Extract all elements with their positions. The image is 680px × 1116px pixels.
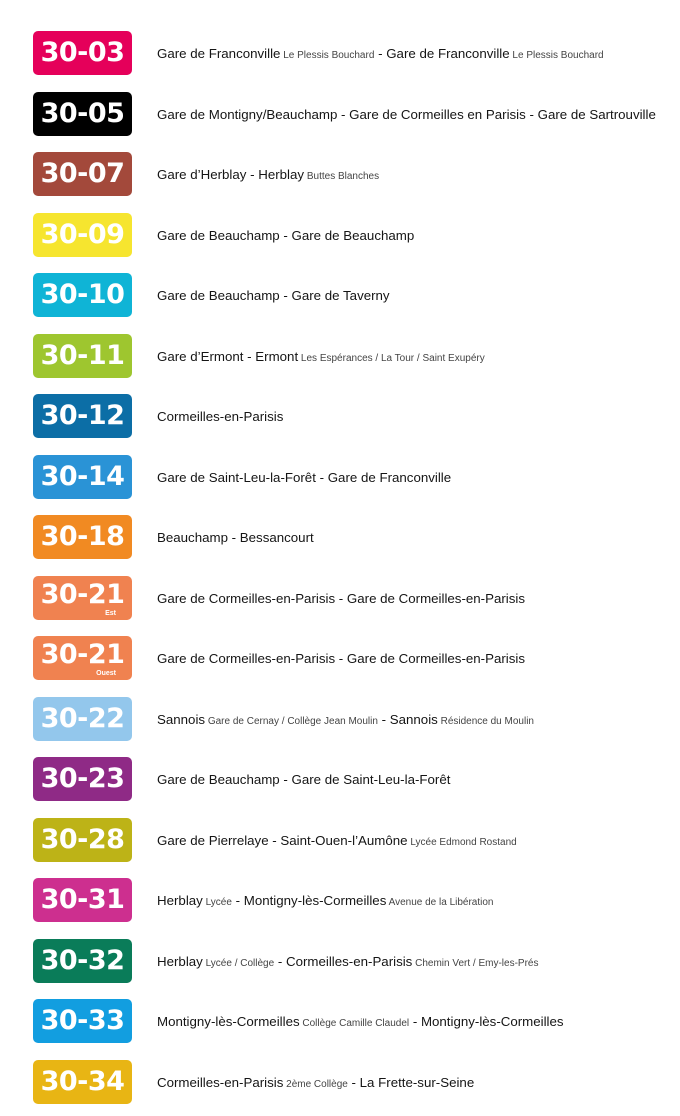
- bus-line-row: [33, 1060, 673, 1104]
- bus-line-row: [33, 999, 673, 1043]
- route-stop-name: Gare de Cormeilles-en-Parisis - Gare de Cormeilles-en-Parisis: [157, 650, 525, 666]
- route-stop-name: Beauchamp - Bessancourt: [157, 529, 314, 545]
- line-number-badge: [33, 999, 132, 1043]
- route-stop-name: Gare de Saint-Leu-la-Forêt - Gare de Franconville: [157, 469, 452, 485]
- route-description: [157, 833, 517, 848]
- route-stop-detail: Collège Camille Claudel: [299, 1017, 410, 1029]
- route-stop-detail: Les Espérances / La Tour / Saint Exupéry: [298, 352, 485, 364]
- route-description: [157, 349, 485, 364]
- line-variant-label: Est: [105, 610, 116, 617]
- bus-line-row: [33, 818, 673, 862]
- line-number-badge: [33, 878, 132, 922]
- route-description: [157, 1075, 474, 1090]
- line-number-badge: [33, 515, 132, 559]
- route-stop-name: Gare de Franconville: [157, 45, 281, 61]
- route-description: [157, 228, 414, 243]
- route-stop-name: Gare d’Herblay - Herblay: [157, 166, 305, 182]
- line-number-badge: [33, 394, 132, 438]
- route-description: [157, 772, 450, 787]
- line-variant-label: Ouest: [96, 670, 116, 677]
- route-description: [157, 1014, 564, 1029]
- route-stop-detail: Avenue de la Libération: [386, 896, 494, 908]
- line-number: 30-28: [40, 823, 125, 855]
- bus-line-row: [33, 394, 673, 438]
- route-description: [157, 712, 534, 727]
- route-stop-name: Gare de Beauchamp - Gare de Taverny: [157, 287, 390, 303]
- line-number-badge: [33, 213, 132, 257]
- bus-line-row: [33, 515, 673, 559]
- line-number-badge: [33, 636, 132, 680]
- line-number-badge: [33, 334, 132, 378]
- line-number-badge: [33, 152, 132, 196]
- line-number-badge: [33, 273, 132, 317]
- line-number-badge: [33, 576, 132, 620]
- route-stop-detail: Gare de Cernay / Collège Jean Moulin: [205, 715, 378, 727]
- route-stop-detail: 2ème Collège: [283, 1078, 348, 1090]
- route-stop-name: - Montigny-lès-Cormeilles: [231, 892, 387, 908]
- bus-line-row: [33, 636, 673, 680]
- line-number: 30-22: [40, 702, 125, 734]
- bus-line-row: [33, 152, 673, 196]
- route-stop-name: Cormeilles-en-Parisis: [157, 1074, 284, 1090]
- line-number-badge: [33, 697, 132, 741]
- line-number: 30-31: [40, 883, 125, 915]
- route-description: [157, 470, 451, 485]
- route-stop-name: Gare de Pierrelaye - Saint-Ouen-l’Aumône: [157, 832, 408, 848]
- line-number: 30-18: [40, 520, 125, 552]
- route-stop-name: - Sannois: [377, 711, 438, 727]
- bus-line-row: [33, 939, 673, 983]
- route-stop-detail: Lycée Edmond Rostand: [407, 836, 517, 848]
- route-description: [157, 893, 493, 908]
- route-description: [157, 954, 539, 969]
- route-stop-detail: Le Plessis Bouchard: [509, 49, 604, 61]
- route-stop-name: Herblay: [157, 953, 203, 969]
- bus-line-row: [33, 455, 673, 499]
- route-stop-name: Gare d’Ermont - Ermont: [157, 348, 299, 364]
- line-number-badge: [33, 939, 132, 983]
- line-number: 30-23: [40, 762, 125, 794]
- line-number: 30-14: [40, 460, 125, 492]
- route-stop-name: - Gare de Franconville: [374, 45, 510, 61]
- route-stop-detail: Buttes Blanches: [304, 170, 380, 182]
- bus-line-row: [33, 273, 673, 317]
- route-stop-name: Gare de Montigny/Beauchamp - Gare de Cormeilles en Parisis - Gare de Sartrouville: [157, 106, 656, 122]
- line-number: 30-10: [40, 278, 125, 310]
- route-description: [157, 651, 525, 666]
- route-stop-name: Montigny-lès-Cormeilles: [157, 1013, 300, 1029]
- bus-line-row: [33, 878, 673, 922]
- line-number: 30-09: [40, 218, 125, 250]
- bus-line-row: [33, 697, 673, 741]
- route-description: [157, 46, 604, 61]
- line-number-badge: [33, 818, 132, 862]
- route-stop-name: Gare de Cormeilles-en-Parisis - Gare de Cormeilles-en-Parisis: [157, 590, 525, 606]
- line-number: 30-21: [40, 638, 125, 670]
- route-stop-name: Gare de Beauchamp - Gare de Beauchamp: [157, 227, 415, 243]
- route-stop-detail: Résidence du Moulin: [437, 715, 534, 727]
- route-stop-name: - Cormeilles-en-Parisis: [274, 953, 413, 969]
- route-description: [157, 591, 525, 606]
- route-stop-name: Sannois: [157, 711, 206, 727]
- line-number: 30-33: [40, 1004, 125, 1036]
- line-number: 30-34: [40, 1065, 125, 1097]
- route-description: [157, 409, 283, 424]
- line-number: 30-11: [40, 339, 125, 371]
- line-number: 30-07: [40, 157, 125, 189]
- route-stop-name: - Montigny-lès-Cormeilles: [409, 1013, 564, 1029]
- route-stop-name: Herblay: [157, 892, 203, 908]
- route-stop-detail: Le Plessis Bouchard: [280, 49, 375, 61]
- route-description: [157, 167, 379, 182]
- line-number: 30-03: [40, 36, 125, 68]
- line-number-badge: [33, 455, 132, 499]
- route-description: [157, 288, 390, 303]
- route-description: [157, 530, 314, 545]
- bus-line-row: [33, 576, 673, 620]
- route-stop-detail: Lycée / Collège: [202, 957, 275, 969]
- route-stop-name: - La Frette-sur-Seine: [347, 1074, 475, 1090]
- line-number-badge: [33, 92, 132, 136]
- line-number: 30-05: [40, 97, 125, 129]
- line-number: 30-32: [40, 944, 125, 976]
- bus-line-row: [33, 213, 673, 257]
- line-number: 30-21: [40, 578, 125, 610]
- line-number: 30-12: [40, 399, 125, 431]
- line-number-badge: [33, 1060, 132, 1104]
- route-stop-detail: Chemin Vert / Emy-les-Prés: [412, 957, 539, 969]
- route-stop-detail: Lycée: [202, 896, 232, 908]
- route-stop-name: Gare de Beauchamp - Gare de Saint-Leu-la-Forêt: [157, 771, 451, 787]
- route-stop-name: Cormeilles-en-Parisis: [157, 408, 284, 424]
- line-number-badge: [33, 757, 132, 801]
- route-description: [157, 107, 656, 122]
- line-number-badge: [33, 31, 132, 75]
- bus-line-row: [33, 31, 673, 75]
- bus-line-row: [33, 757, 673, 801]
- bus-line-row: [33, 92, 673, 136]
- bus-line-row: [33, 334, 673, 378]
